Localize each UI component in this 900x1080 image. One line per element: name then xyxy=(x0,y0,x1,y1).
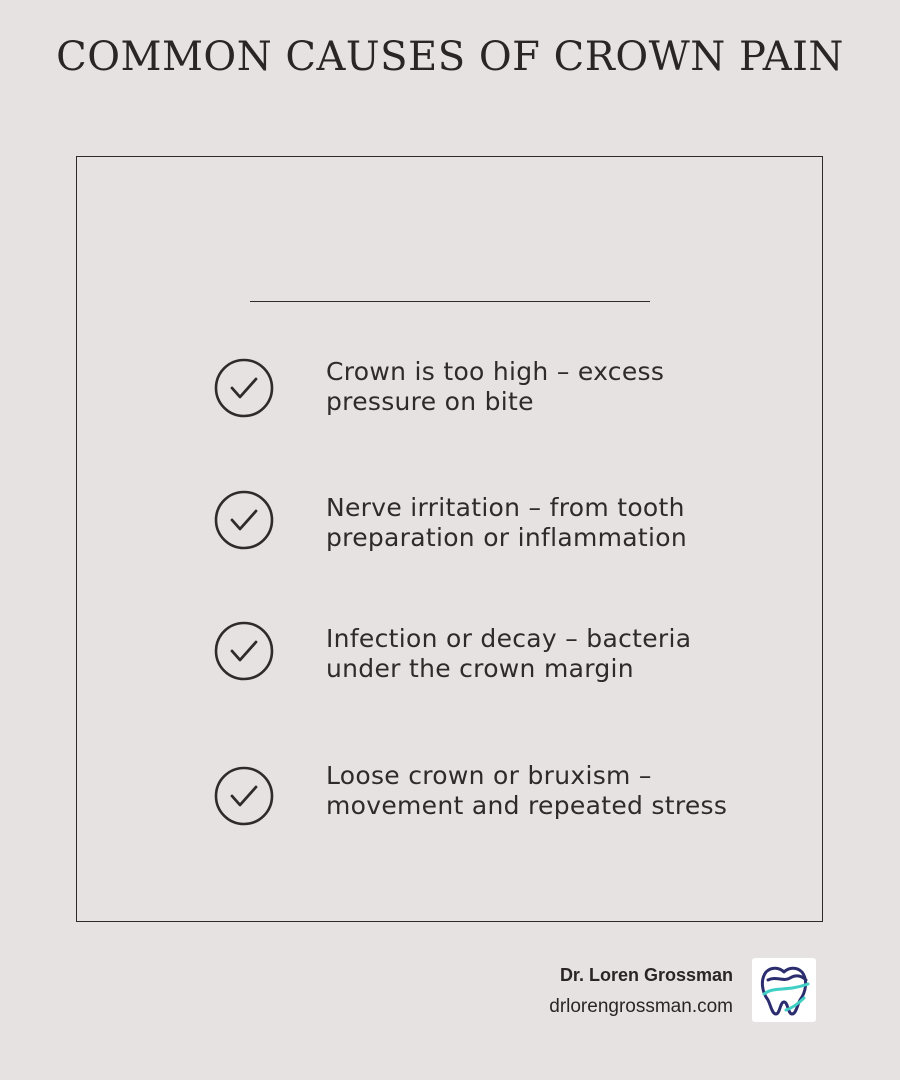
list-item-text: Nerve irritation – from tooth preparation or inflammation xyxy=(326,493,687,552)
list-item-text: Infection or decay – bacteria under the crown margin xyxy=(326,624,692,683)
check-circle-icon xyxy=(213,489,275,551)
list-item-text: Loose crown or bruxism – movement and repeated stress xyxy=(326,761,728,820)
website-link[interactable]: drlorengrossman.com xyxy=(549,996,733,1017)
list-item-text: Crown is too high – excess pressure on bite xyxy=(326,357,665,416)
page-title: COMMON CAUSES OF CROWN PAIN xyxy=(56,34,844,80)
causes-card xyxy=(76,156,823,922)
divider-line xyxy=(250,301,650,302)
author-name: Dr. Loren Grossman xyxy=(559,965,733,985)
tooth-logo-icon xyxy=(752,958,816,1022)
check-circle-icon xyxy=(213,620,275,682)
check-circle-icon xyxy=(213,357,275,419)
check-circle-icon xyxy=(213,765,275,827)
